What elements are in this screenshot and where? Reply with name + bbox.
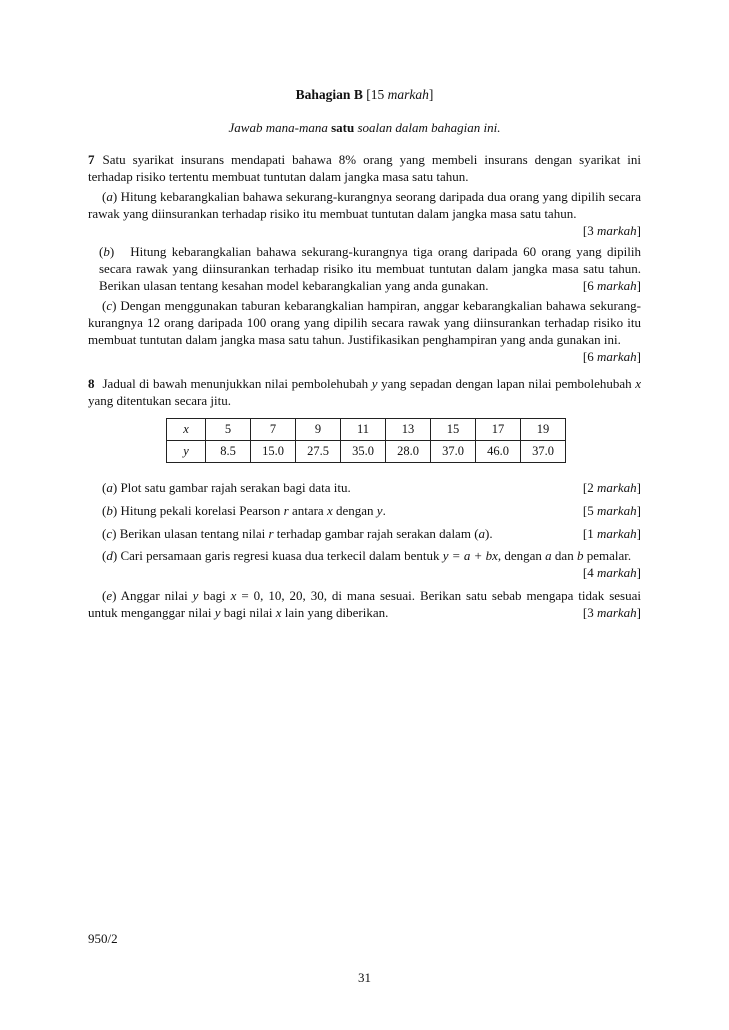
table-row-x	[167, 419, 566, 441]
table-cell: 5	[206, 419, 251, 441]
section-instruction: Jawab mana-mana satu soalan dalam bahagian ini.	[228, 120, 501, 135]
question-8c: (c) Berikan ulasan tentang nilai r terhadap gambar rajah serakan dalam (a). [1 markah]	[102, 526, 641, 541]
question-8b: (b) Hitung pekali korelasi Pearson r antara x dengan y. [5 markah]	[102, 503, 641, 518]
question-7c: (c) Dengan menggunakan taburan kebarangkalian hampiran, anggar kebarangkalian bahawa sekurang-kurangnya 12 orang daripada 100 orang yang dipilih secara rawak yang diinsurankan terhadap risiko itu membuat tuntutan dalam jangka masa satu tahun. Justifikasikan penghampiran yang anda gunakan ini. [6 markah]	[88, 298, 641, 364]
question-8d: (d) Cari persamaan garis regresi kuasa dua terkecil dalam bentuk y = a + bx, dengan a dan b pemalar. [4 markah]	[102, 548, 641, 580]
table-cell: 11	[341, 419, 386, 441]
page-number: 31	[358, 970, 371, 985]
table-cell: 27.5	[296, 441, 341, 463]
question-number: 8	[88, 376, 95, 391]
marks-8c: [1 markah]	[582, 526, 641, 541]
table-cell: 8.5	[206, 441, 251, 463]
table-cell: 9	[296, 419, 341, 441]
question-7b: (b) Hitung kebarangkalian bahawa sekurang-kurangnya tiga orang daripada 60 orang yang dipilih secara rawak yang diinsurankan terhadap risiko itu membuat tuntutan dalam jangka masa satu tahun. Berikan ulasan tentang kesahan model kebarangkalian yang anda gunakan. [6 markah]	[99, 244, 641, 293]
table-cell: 15	[431, 419, 476, 441]
marks-8e: [3 markah]	[582, 605, 641, 620]
table-cell: 35.0	[341, 441, 386, 463]
marks-7c: [6 markah]	[582, 349, 641, 364]
section-title: Bahagian B [15 markah]	[295, 87, 434, 102]
table-header-x: x	[167, 419, 206, 441]
question-8-intro: 8 Jadual di bawah menunjukkan nilai pembolehubah y yang sepadan dengan lapan nilai pembolehubah x yang ditentukan secara jitu.	[88, 376, 641, 408]
marks-8a: [2 markah]	[582, 480, 641, 495]
table-cell: 28.0	[386, 441, 431, 463]
table-cell: 46.0	[476, 441, 521, 463]
marks-7b: [6 markah]	[582, 278, 641, 293]
question-7-intro: 7 Satu syarikat insurans mendapati bahawa 8% orang yang membeli insurans dengan syarikat ini terhadap risiko tertentu membuat tuntutan dalam jangka masa satu tahun.	[88, 152, 641, 184]
table-cell: 7	[251, 419, 296, 441]
question-7a: (a) Hitung kebarangkalian bahawa sekurang-kurangnya seorang daripada dua orang yang dipilih secara rawak yang diinsurankan terhadap risiko itu membuat tuntutan dalam jangka masa satu tahun. [3 markah]	[88, 189, 641, 238]
table-cell: 13	[386, 419, 431, 441]
question-8a: (a) Plot satu gambar rajah serakan bagi data itu. [2 markah]	[102, 480, 641, 495]
table-cell: 37.0	[521, 441, 566, 463]
data-table	[166, 418, 566, 463]
marks-8b: [5 markah]	[582, 503, 641, 518]
paper-code: 950/2	[88, 931, 118, 946]
table-row-y	[167, 441, 566, 463]
question-number: 7	[88, 152, 95, 167]
marks-7a: [3 markah]	[582, 223, 641, 238]
table-cell: 15.0	[251, 441, 296, 463]
table-header-y: y	[167, 441, 206, 463]
table-cell: 19	[521, 419, 566, 441]
marks-8d: [4 markah]	[582, 565, 641, 580]
question-8e: (e) Anggar nilai y bagi x = 0, 10, 20, 30, di mana sesuai. Berikan satu sebab mengapa tidak sesuai untuk menganggar nilai y bagi nilai x lain yang diberikan. [3 markah]	[88, 588, 641, 620]
table-cell: 37.0	[431, 441, 476, 463]
table-cell: 17	[476, 419, 521, 441]
